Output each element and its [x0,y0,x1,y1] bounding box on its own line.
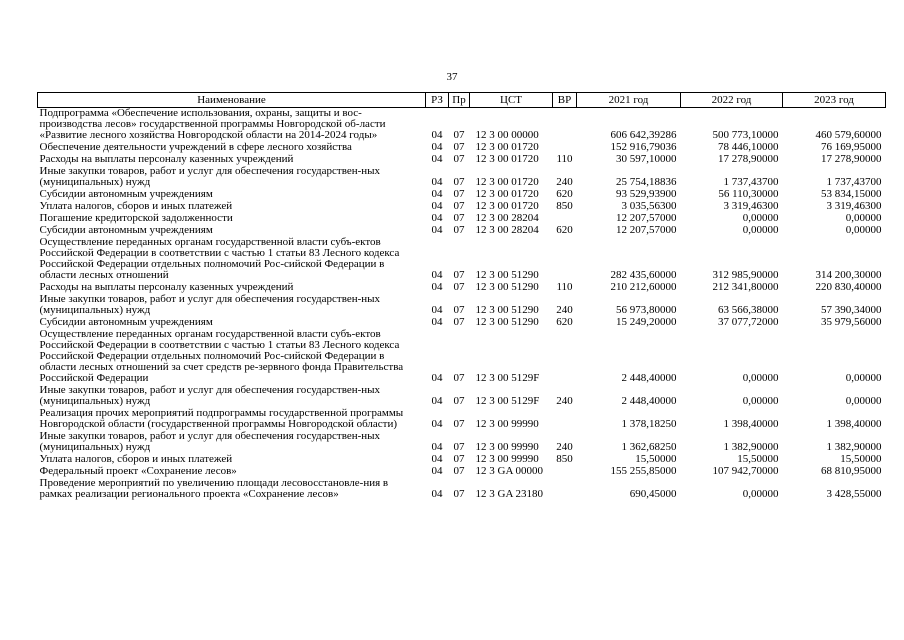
row-vr: 240 [556,441,573,453]
table-row [38,108,886,143]
row-vr [553,478,577,501]
row-2022: 0,00000 [742,372,779,384]
row-2023: 314 200,30000 [815,269,882,281]
header-cst: ЦСТ [470,93,553,108]
table-header-row [38,93,886,108]
row-name: Осуществление переданных органам государственной власти субъ-ектов Российской Федерации в соответствии с частью 1 статьи 83 Лесного кодекса Российской Федерации отдельных полномочий Рос-сийской Федерации в области лесных отношений за счет средств ре-зервного фонда Правительства Российской Федерации [39,328,404,384]
header-rz: РЗ [426,93,449,108]
budget-table [37,92,886,501]
row-name: Уплата налогов, сборов и иных платежей [39,453,233,465]
row-rz: 04 [431,200,443,212]
row-cst: 12 3 00 01720 [475,188,539,200]
row-rz: 04 [431,395,443,407]
table-row [38,478,886,501]
row-rz: 04 [431,488,443,500]
row-pr: 07 [453,141,465,153]
row-vr: 850 [556,453,573,465]
row-rz: 04 [431,269,443,281]
row-cst: 12 3 00 99990 [475,453,539,465]
row-rz: 04 [431,418,443,430]
row-pr: 07 [453,316,465,328]
row-vr [553,466,577,478]
row-2022: 56 110,30000 [718,188,779,200]
row-vr: 620 [556,316,573,328]
row-name: Уплата налогов, сборов и иных платежей [39,200,233,212]
row-vr [553,408,577,431]
row-2023: 15,50000 [840,453,882,465]
row-2023: 0,00000 [845,395,882,407]
table-row [38,294,886,317]
row-2022: 212 341,80000 [712,281,779,293]
row-2021: 12 207,57000 [616,224,677,236]
row-name: Расходы на выплаты персоналу казенных учреждений [39,153,294,165]
row-pr: 07 [453,372,465,384]
page-number: 37 [446,71,458,83]
row-pr: 07 [453,224,465,236]
table-row [38,408,886,431]
header-vr: ВР [553,93,577,108]
row-2022: 0,00000 [742,488,779,500]
row-2023: 0,00000 [845,372,882,384]
row-cst: 12 3 00 28204 [475,224,539,236]
row-pr: 07 [453,395,465,407]
row-cst: 12 3 00 01720 [475,200,539,212]
row-cst: 12 3 00 28204 [475,212,539,224]
row-name: Обеспечение деятельности учреждений в сфере лесного хозяйства [39,141,352,153]
row-2022: 0,00000 [742,224,779,236]
row-2022: 37 077,72000 [718,316,779,328]
row-2021: 152 916,79036 [610,141,677,153]
row-2022: 0,00000 [742,212,779,224]
row-rz: 04 [431,141,443,153]
table-row [38,329,886,385]
row-2021: 606 642,39286 [610,129,677,141]
row-vr [553,329,577,385]
row-2022: 1 398,40000 [723,418,779,430]
row-2021: 1 362,68250 [621,441,677,453]
row-name: Субсидии автономным учреждениям [39,188,213,200]
row-pr: 07 [453,269,465,281]
table-row [38,166,886,189]
row-2023: 68 810,95000 [821,465,882,477]
row-pr: 07 [453,188,465,200]
row-name: Федеральный проект «Сохранение лесов» [39,465,237,477]
row-vr: 110 [556,281,573,293]
row-2021: 210 212,60000 [610,281,677,293]
row-name: Расходы на выплаты персоналу казенных учреждений [39,281,294,293]
row-rz: 04 [431,441,443,453]
row-2022: 3 319,46300 [723,200,779,212]
row-2023: 3 428,55000 [826,488,882,500]
row-cst: 12 3 00 99990 [475,441,539,453]
row-2022: 0,00000 [742,395,779,407]
row-vr: 850 [556,200,573,212]
row-pr: 07 [453,200,465,212]
row-name: Субсидии автономным учреждениям [39,316,213,328]
row-2021: 690,45000 [629,488,677,500]
row-pr: 07 [453,453,465,465]
row-name: Иные закупки товаров, работ и услуг для обеспечения государствен-ных (муниципальных) нужд [39,430,381,453]
row-rz: 04 [431,465,443,477]
row-rz: 04 [431,316,443,328]
row-cst: 12 3 00 51290 [475,281,539,293]
row-2022: 63 566,38000 [718,304,779,316]
row-rz: 04 [431,453,443,465]
row-2023: 1 382,90000 [826,441,882,453]
row-cst: 12 3 00 00000 [475,129,539,141]
row-name: Иные закупки товаров, работ и услуг для обеспечения государствен-ных (муниципальных) нужд [39,293,381,316]
row-vr: 240 [556,395,573,407]
row-name: Иные закупки товаров, работ и услуг для обеспечения государствен-ных (муниципальных) нужд [39,165,381,188]
header-2021: 2021 год [577,93,681,108]
row-2023: 0,00000 [845,224,882,236]
row-rz: 04 [431,176,443,188]
row-2021: 12 207,57000 [616,212,677,224]
table-row [38,237,886,282]
row-2023: 1 737,43700 [826,176,882,188]
row-rz: 04 [431,153,443,165]
table-row [38,431,886,454]
row-2023: 220 830,40000 [815,281,882,293]
row-2022: 15,50000 [737,453,779,465]
row-name: Осуществление переданных органам государственной власти субъ-ектов Российской Федерации в соответствии с частью 1 статьи 83 Лесного кодекса Российской Федерации отдельных полномочий Рос-сийской Федерации в области лесных отношений [39,236,400,281]
row-name: Субсидии автономным учреждениям [39,224,213,236]
row-cst: 12 3 00 51290 [475,304,539,316]
row-2021: 1 378,18250 [621,418,677,430]
row-vr: 110 [556,153,573,165]
row-rz: 04 [431,281,443,293]
row-2022: 1 737,43700 [723,176,779,188]
row-rz: 04 [431,304,443,316]
row-rz: 04 [431,212,443,224]
row-pr: 07 [453,465,465,477]
header-2023: 2023 год [783,93,886,108]
row-2021: 155 255,85000 [610,465,677,477]
row-2023: 1 398,40000 [826,418,882,430]
row-2021: 30 597,10000 [616,153,677,165]
row-2021: 93 529,93900 [616,188,677,200]
row-2023: 35 979,56000 [821,316,882,328]
row-2022: 78 446,10000 [718,141,779,153]
row-2023: 53 834,15000 [821,188,882,200]
row-2023: 17 278,90000 [821,153,882,165]
row-name: Подпрограмма «Обеспечение использования, охраны, защиты и вос-производства лесов» государственной программы Новгородской об-ласти «Развитие лесного хозяйства Новгородской области на 2014-2024 годы» [39,107,386,141]
header-pr: Пр [449,93,470,108]
row-rz: 04 [431,188,443,200]
row-2023: 76 169,95000 [821,141,882,153]
row-pr: 07 [453,129,465,141]
row-rz: 04 [431,224,443,236]
row-rz: 04 [431,372,443,384]
row-2021: 15,50000 [635,453,677,465]
row-2021: 3 035,56300 [621,200,677,212]
row-2021: 56 973,80000 [616,304,677,316]
row-name: Реализация прочих мероприятий подпрограммы государственной программы Новгородской области (государственной программы Новгородской области) [39,407,404,430]
row-pr: 07 [453,281,465,293]
row-vr: 240 [556,176,573,188]
table-row [38,385,886,408]
table-body [38,108,886,502]
row-2023: 3 319,46300 [826,200,882,212]
row-cst: 12 3 00 99990 [475,418,539,430]
row-2023: 0,00000 [845,212,882,224]
row-pr: 07 [453,441,465,453]
row-cst: 12 3 00 5129F [475,395,540,407]
row-cst: 12 3 00 51290 [475,316,539,328]
row-2023: 57 390,34000 [821,304,882,316]
row-2022: 107 942,70000 [712,465,779,477]
row-2022: 17 278,90000 [718,153,779,165]
row-2022: 500 773,10000 [712,129,779,141]
row-pr: 07 [453,488,465,500]
row-cst: 12 3 00 01720 [475,153,539,165]
row-2021: 282 435,60000 [610,269,677,281]
row-name: Погашение кредиторской задолженности [39,212,233,224]
row-cst: 12 3 GA 23180 [475,488,544,500]
row-cst: 12 3 00 5129F [475,372,540,384]
row-pr: 07 [453,176,465,188]
row-pr: 07 [453,153,465,165]
row-2022: 312 985,90000 [712,269,779,281]
row-2022: 1 382,90000 [723,441,779,453]
row-2021: 15 249,20000 [616,316,677,328]
row-2023: 460 579,60000 [815,129,882,141]
row-cst: 12 3 00 01720 [475,141,539,153]
row-name: Иные закупки товаров, работ и услуг для обеспечения государствен-ных (муниципальных) нужд [39,384,381,407]
row-cst: 12 3 GA 00000 [475,465,544,477]
row-2021: 2 448,40000 [621,395,677,407]
row-pr: 07 [453,418,465,430]
header-name: Наименование [38,93,426,108]
row-2021: 2 448,40000 [621,372,677,384]
row-pr: 07 [453,304,465,316]
row-cst: 12 3 00 01720 [475,176,539,188]
row-pr: 07 [453,212,465,224]
row-2021: 25 754,18836 [616,176,677,188]
row-name: Проведение мероприятий по увеличению площади лесовосстановле-ния в рамках реализации регионального проекта «Сохранение лесов» [39,477,389,500]
row-vr: 240 [556,304,573,316]
row-vr [553,108,577,143]
row-vr: 620 [556,224,573,236]
row-vr [553,237,577,282]
row-vr: 620 [556,188,573,200]
header-2022: 2022 год [681,93,783,108]
row-rz: 04 [431,129,443,141]
row-cst: 12 3 00 51290 [475,269,539,281]
